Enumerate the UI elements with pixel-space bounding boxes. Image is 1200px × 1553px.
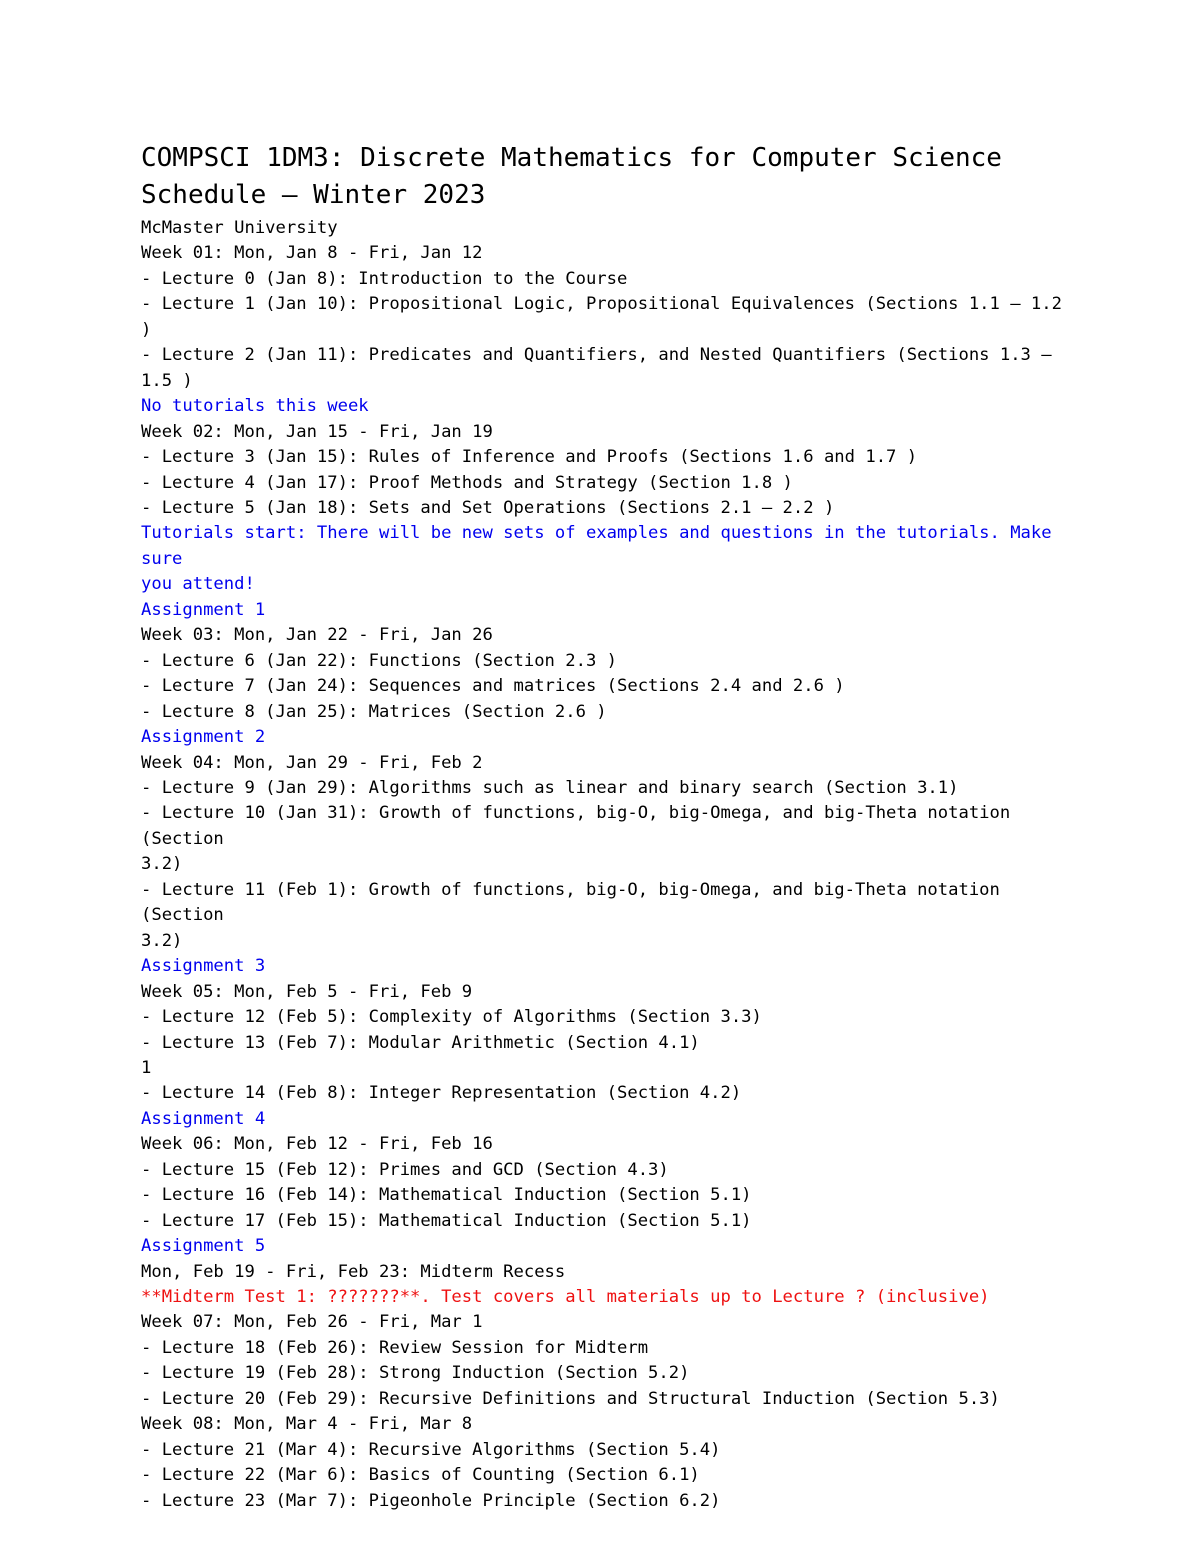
lecture-item: - Lecture 22 (Mar 6): Basics of Counting (Section 6.1) bbox=[141, 1465, 700, 1486]
assignment-note: Assignment 2 bbox=[141, 727, 266, 748]
schedule-lines bbox=[141, 216, 1081, 1514]
lecture-item: - Lecture 16 (Feb 14): Mathematical Induction (Section 5.1) bbox=[141, 1185, 752, 1206]
lecture-item: - Lecture 14 (Feb 8): Integer Representation (Section 4.2) bbox=[141, 1083, 742, 1104]
week-heading: Week 04: Mon, Jan 29 - Fri, Feb 2 bbox=[141, 752, 483, 773]
midterm-notice: **Midterm Test 1: ???????**. Test covers all materials up to Lecture ? (inclusive) bbox=[141, 1287, 990, 1308]
week-heading: Week 08: Mon, Mar 4 - Fri, Mar 8 bbox=[141, 1414, 473, 1435]
page-number: 1 bbox=[141, 1057, 152, 1078]
week-heading: Week 03: Mon, Jan 22 - Fri, Jan 26 bbox=[141, 625, 493, 646]
week-heading: Week 01: Mon, Jan 8 - Fri, Jan 12 bbox=[141, 243, 483, 264]
lecture-item: - Lecture 19 (Feb 28): Strong Induction (Section 5.2) bbox=[141, 1363, 690, 1384]
schedule-document bbox=[141, 140, 1081, 1514]
week-heading: Week 06: Mon, Feb 12 - Fri, Feb 16 bbox=[141, 1134, 493, 1155]
lecture-item: - Lecture 23 (Mar 7): Pigeonhole Principle (Section 6.2) bbox=[141, 1490, 721, 1511]
schedule-line: 3.2) bbox=[141, 854, 183, 875]
schedule-line: 1.5 ) bbox=[141, 370, 193, 391]
lecture-item: - Lecture 0 (Jan 8): Introduction to the Course bbox=[141, 268, 628, 289]
week-heading: Week 07: Mon, Feb 26 - Fri, Mar 1 bbox=[141, 1312, 483, 1333]
assignment-note: Assignment 4 bbox=[141, 1108, 266, 1129]
week-heading: Week 05: Mon, Feb 5 - Fri, Feb 9 bbox=[141, 981, 473, 1002]
lecture-item: - Lecture 2 (Jan 11): Predicates and Quantifiers, and Nested Quantifiers (Sections 1.3 – bbox=[141, 345, 1052, 366]
lecture-item: - Lecture 9 (Jan 29): Algorithms such as linear and binary search (Section 3.1) bbox=[141, 777, 959, 798]
week-heading: Week 02: Mon, Jan 15 - Fri, Jan 19 bbox=[141, 421, 493, 442]
lecture-item: - Lecture 11 (Feb 1): Growth of functions, big-O, big-Omega, and big-Theta notation (Section bbox=[141, 879, 1011, 926]
lecture-item: - Lecture 20 (Feb 29): Recursive Definitions and Structural Induction (Section 5.3) bbox=[141, 1388, 1000, 1409]
tutorial-note: Tutorials start: There will be new sets of examples and questions in the tutorials. Make sure bbox=[141, 523, 1062, 569]
lecture-item: - Lecture 7 (Jan 24): Sequences and matrices (Sections 2.4 and 2.6 ) bbox=[141, 676, 845, 697]
assignment-note: Assignment 1 bbox=[141, 599, 266, 620]
tutorial-note: you attend! bbox=[141, 574, 255, 595]
lecture-item: - Lecture 1 (Jan 10): Propositional Logic, Propositional Equivalences (Sections 1.1 – 1.2 ) bbox=[141, 294, 1073, 340]
schedule-line: McMaster University bbox=[141, 218, 338, 238]
lecture-item: - Lecture 3 (Jan 15): Rules of Inference and Proofs (Sections 1.6 and 1.7 ) bbox=[141, 447, 918, 468]
lecture-item: - Lecture 15 (Feb 12): Primes and GCD (Section 4.3) bbox=[141, 1159, 669, 1180]
assignment-note: Assignment 3 bbox=[141, 956, 266, 977]
schedule-line: Mon, Feb 19 - Fri, Feb 23: Midterm Recess bbox=[141, 1261, 566, 1282]
lecture-item: - Lecture 10 (Jan 31): Growth of functions, big-O, big-Omega, and big-Theta notation (Section bbox=[141, 803, 1021, 849]
lecture-item: - Lecture 13 (Feb 7): Modular Arithmetic (Section 4.1) bbox=[141, 1032, 700, 1053]
course-title: COMPSCI 1DM3: Discrete Mathematics for Computer Science bbox=[141, 143, 1002, 173]
lecture-item: - Lecture 21 (Mar 4): Recursive Algorithms (Section 5.4) bbox=[141, 1439, 721, 1460]
tutorial-note: No tutorials this week bbox=[141, 396, 369, 417]
lecture-item: - Lecture 5 (Jan 18): Sets and Set Operations (Sections 2.1 – 2.2 ) bbox=[141, 497, 835, 518]
assignment-note: Assignment 5 bbox=[141, 1236, 266, 1257]
lecture-item: - Lecture 8 (Jan 25): Matrices (Section 2.6 ) bbox=[141, 701, 607, 722]
lecture-item: - Lecture 6 (Jan 22): Functions (Section 2.3 ) bbox=[141, 650, 617, 671]
schedule-heading: Schedule – Winter 2023 bbox=[141, 180, 486, 210]
lecture-item: - Lecture 17 (Feb 15): Mathematical Induction (Section 5.1) bbox=[141, 1210, 752, 1231]
lecture-item: - Lecture 18 (Feb 26): Review Session for Midterm bbox=[141, 1337, 649, 1358]
schedule-line: 3.2) bbox=[141, 930, 183, 951]
lecture-item: - Lecture 4 (Jan 17): Proof Methods and Strategy (Section 1.8 ) bbox=[141, 472, 793, 493]
lecture-item: - Lecture 12 (Feb 5): Complexity of Algorithms (Section 3.3) bbox=[141, 1007, 762, 1028]
